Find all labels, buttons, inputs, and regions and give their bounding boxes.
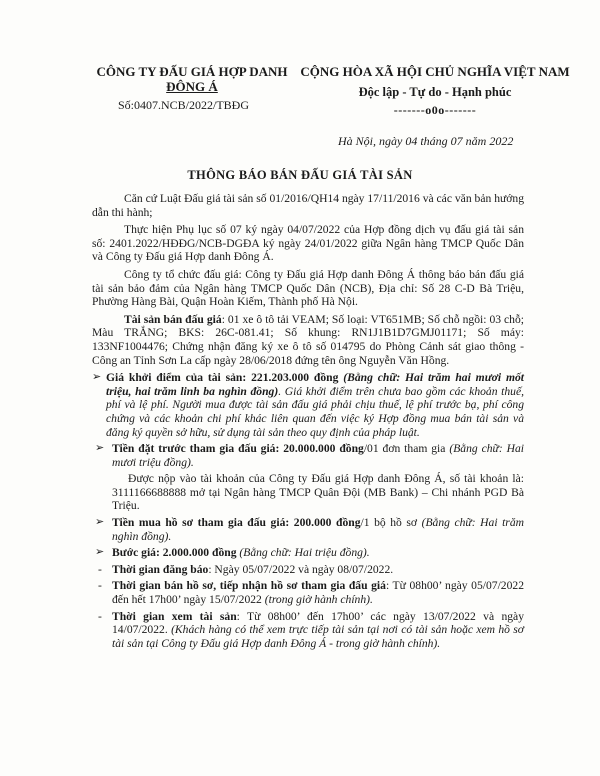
arrow-bullet-icon: ➢ bbox=[95, 516, 105, 529]
announcement-time-item bbox=[92, 563, 524, 577]
viewing-time-item bbox=[92, 610, 524, 651]
asset-description: : 01 xe ô tô tải VEAM; Số loại: VT651MB; Số chỗ ngồi: 03 chỗ; Màu TRẮNG; BKS: 26C-081.41; Số khung: RN1J1B1D7GMJ01171; Số máy: 133NF1004476; Chứng nhận đăng ký xe ô tô số 014795 do Phòng Cảnh sát giao thông - Công an Tỉnh Sơn La cấp ngày 28/06/2018 đứng tên ông Nguyễn Văn Hồng. bbox=[92, 312, 524, 367]
motto-separator: -------o0o------- bbox=[393, 103, 477, 117]
issuer-name-line2: ĐÔNG Á bbox=[166, 79, 218, 94]
deposit-unit: /01 đơn tham gia bbox=[363, 442, 450, 456]
dash-bullet: - bbox=[98, 562, 102, 576]
viewing-time-label: Thời gian xem tài sản bbox=[112, 609, 237, 623]
sale-time-value: : Từ 08h00’ ngày 05/07/2022 đến hết 17h00’ ngày 15/07/2022 bbox=[112, 579, 524, 607]
issuer-name-line1: CÔNG TY ĐẤU GIÁ HỢP DANH bbox=[96, 64, 288, 79]
issuer-block bbox=[92, 64, 292, 94]
national-heading bbox=[285, 64, 585, 118]
document-title: THÔNG BÁO BÁN ĐẤU GIÁ TÀI SẢN bbox=[187, 168, 413, 182]
file-fee-unit: /1 bộ hồ sơ bbox=[360, 516, 422, 530]
start-price-note: . Giá khởi điểm trên chưa bao gồm các khoản thuế, phí và lệ phí. Người mua được tài sản đấu giá phải chịu thuế, lệ phí trước bạ, phí công chứng và các khoản chi phí khác liên quan đến việc ký Hợp đồng mua bán tài sản và đăng ký quyền sở hữu, sử dụng tài sản theo quy định của pháp luật. bbox=[106, 384, 524, 439]
bid-step-item bbox=[92, 546, 524, 560]
start-price-item bbox=[92, 371, 524, 439]
announcement-time-label: Thời gian đăng báo bbox=[112, 562, 209, 576]
deposit-words: (Bằng chữ: Hai mươi triệu đồng). bbox=[112, 442, 525, 469]
organizer-paragraph: Công ty tổ chức đấu giá: Công ty Đấu giá Hợp danh Đông Á thông báo bán đấu giá tài sản bảo đảm của Ngân hàng TMCP Quốc Dân (NCB), Địa chỉ: Số 28 C-D Bà Triệu, Phường Hàng Bài, Quận Hoàn Kiếm, Thành phố Hà Nội. bbox=[92, 267, 524, 309]
sale-time-item bbox=[92, 579, 524, 606]
document-date: Hà Nội, ngày 04 tháng 07 năm 2022 bbox=[338, 134, 514, 148]
nation-title: CỘNG HÒA XÃ HỘI CHỦ NGHĨA VIỆT NAM bbox=[300, 64, 570, 79]
viewing-time-value: : Từ 08h00’ đến 17h00’ các ngày 13/07/2022 và ngày 14/07/2022. bbox=[112, 609, 524, 637]
national-motto: Độc lập - Tự do - Hạnh phúc bbox=[358, 85, 512, 99]
document-number: Số:0407.NCB/2022/TBĐG bbox=[118, 98, 250, 112]
announcement-time-value: : Ngày 05/07/2022 và ngày 08/07/2022. bbox=[208, 562, 394, 576]
file-fee-words: (Bằng chữ: Hai trăm nghìn đồng). bbox=[112, 516, 524, 543]
start-price-words: (Bằng chữ: Hai trăm hai mươi mốt triệu, hai trăm linh ba nghìn đồng) bbox=[106, 371, 524, 398]
viewing-time-note: (Khách hàng có thể xem trực tiếp tài sản tại nơi có tài sản hoặc xem hồ sơ tài sản tại Công ty Đấu giá Hợp danh Đông Á - trong giờ hành chính). bbox=[112, 623, 524, 650]
dash-bullet: - bbox=[98, 609, 102, 623]
arrow-bullet-icon: ➢ bbox=[95, 546, 105, 559]
deposit-label: Tiền đặt trước tham gia đấu giá: 20.000.000 đồng bbox=[112, 442, 364, 456]
asset-label: Tài sản bán đấu giá bbox=[124, 312, 222, 326]
bid-step-label: Bước giá: 2.000.000 đồng bbox=[112, 546, 237, 560]
deposit-item bbox=[92, 442, 524, 469]
arrow-bullet-icon: ➢ bbox=[92, 371, 102, 384]
start-price-label: Giá khởi điểm của tài sản: 221.203.000 đồng bbox=[106, 371, 339, 385]
file-fee-item bbox=[92, 516, 524, 543]
sale-time-label: Thời gian bán hồ sơ, tiếp nhận hồ sơ tham gia đấu giá bbox=[112, 579, 386, 593]
bid-step-words: (Bằng chữ: Hai triệu đồng). bbox=[236, 546, 370, 560]
asset-paragraph bbox=[92, 313, 524, 367]
contract-paragraph: Thực hiện Phụ lục số 07 ký ngày 04/07/2022 của Hợp đồng dịch vụ đấu giá tài sản số: 2401.2022/HĐĐG/NCB-DGĐA ký ngày 24/01/2022 giữa Ngân hàng TMCP Quốc Dân và Công ty Đấu giá Hợp danh Đông Á. bbox=[92, 223, 524, 264]
file-fee-label: Tiền mua hồ sơ tham gia đấu giá: 200.000 đồng bbox=[112, 516, 361, 530]
dash-bullet: - bbox=[98, 579, 102, 593]
sale-time-note: (trong giờ hành chính). bbox=[264, 593, 373, 607]
arrow-bullet-icon: ➢ bbox=[95, 442, 105, 455]
deposit-account: Được nộp vào tài khoản của Công ty Đấu giá Hợp danh Đông Á, số tài khoản là: 3111166688888 mở tại Ngân hàng TMCP Quân Đội (MB Bank) – Chi nhánh PGD Bà Triệu. bbox=[112, 472, 524, 513]
legal-basis-paragraph: Căn cứ Luật Đấu giá tài sản số 01/2016/QH14 ngày 17/11/2016 và các văn bản hướng dẫn thi hành; bbox=[92, 192, 524, 219]
document-body bbox=[92, 192, 524, 653]
